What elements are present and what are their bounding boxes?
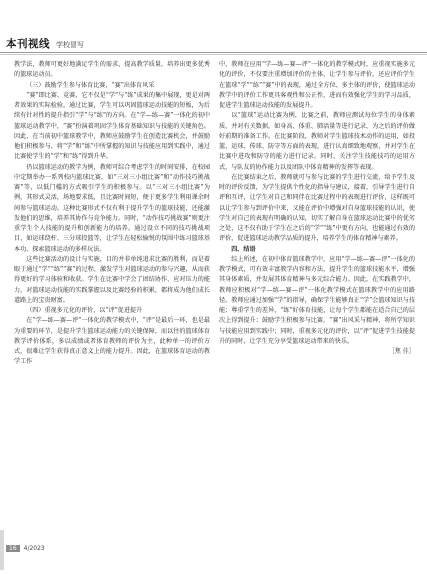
paragraph: 教学法，教师可更好地满足学生的需求，提高教学质量，培养出更多优秀的篮球运动员。 [14, 61, 210, 79]
paragraph: 在“学—练—赛—评”一体化的教学模式中，“评”是最后一环，也是最为重要的环节，是提升学生篮球运动能力的关键保障，而以往的篮球体育教学评价体系，多以成绩或者体育教师的评价为主，此种单一的评价方式，很难让学生获得真正意义上的能力提升。因此，在篮球体育运动的教学工作 [14, 317, 210, 366]
header-divider [0, 52, 427, 53]
paragraph: “赛”即比赛、竞赛，它不仅是“学”与“练”成果的集中展现，更是对两者效果的实际检验。通过比赛，学生可以巩固篮球运动技能的短板，为后续有针对性的提升指引“学”与“练”的方向。在“学—练—赛”一体化的初中篮球运动教学中，“赛”扮演着巩固学生体育基础知识与技能的关键角色。因此，在当前初中篮球教学中，教师应鼓励学生在创造比赛机会，并鼓励他们积极参与，将“学”和“练”中所掌握的知识与技能应用到实践中，通过比赛使学生的“学”和“练”得到升华。 [14, 91, 210, 161]
author-credit: ［焦 佳］ [388, 348, 415, 355]
paragraph: 这些比赛活动的设计与实施，目的并非单纯追求比赛的胜利，而是着眼于通过“学”“练”“赛”的过程，激发学生对篮球运动的参与兴趣，从而获得更好的学习体验和收获。学生在比赛中学会了团结协作、应对压力的能力，对篮球运动技能的实践掌握以及比赛经验的积累，都将成为他们成长道路上的宝贵财富。 [14, 255, 210, 304]
page-header [6, 36, 84, 51]
issue-number: 4/2023 [23, 545, 45, 552]
section-heading: 四、结语 [231, 245, 256, 253]
article-right-column [219, 60, 415, 357]
page-number: 16 [6, 545, 20, 552]
paragraph: 在比赛结束之后，教师就可与参与比赛的学生进行交流，给予学生及时的评价反馈，为学生提供个性化的指导与建议，接着，引导学生进行自评和互评，让学生对自己和同伴在比赛过程中的表现进行评价，这样既可以让学生参与到评价中来，又能在评价中增强对自身篮球技能的认识，使学生对自己的表现有明确的认知，切实了解自身在篮球运动比赛中的优劣之处，这不仅有助于学生在之后的“学”“练”中更有方向，也能通过有效的评价，促进篮球运动教学品质的提升，培养学生的体育精神与素养。 [219, 173, 415, 243]
article-left-column [14, 60, 210, 368]
paragraph: 综上所述，在初中体育篮球教学中，应用“学—练—赛—评”一体化的教学模式，可有效丰富教学内容和方法，提升学生的篮球技能水平，增强其身体素质，并发展其体育精神与多元综合能力。因此，在实践教学中，教师应积极对“学—练—赛—评”一体化教学模式在篮球教学中的应用路径。教师应通过加强“学”的指导，确保学生能够真正“学”会篮球知识与技能；尊重学生的差异，“练”好体育技能，让每个学生都能在适合自己的层次上得到提升；鼓励学生积极参与比赛，“赛”出风采与精神，将所学知识与技能应用到实践中；同时，重视多元化的评价，以“评”促进学生技能提升的同时，让学生充分享受篮球运动带来的快乐。 [219, 255, 415, 345]
paragraph: 以“篮球”运动比赛为例，比赛之前，教师应测试每位学生的身体素质，并对有关数据，如身高、体重、肺活量等进行记录，为之后的评价做好前期的准备工作。在比赛阶段，教师对学生篮球技术动作的运用，如投篮、运球、传球、防守等方面的表现，进行认真细致地观察，并对学生在比赛中进攻和防守的能力进行记录。同时，关注学生技能技巧的运用方式，与队友的协作能力以及团队中体育精神的发挥等表现。 [219, 112, 415, 171]
column-title: 本刊视线 [6, 38, 50, 50]
column-subtitle: 学校冒写 [56, 41, 84, 49]
subsection-heading: （三）鼓励学生参与体育比赛，“赛”出体育风采 [26, 81, 155, 89]
header-divider-secondary [0, 54, 427, 55]
paragraph: 中，教师在应用“学—练—赛—评”一体化的教学模式时，应重视实施多元化的评价，不仅要注重增加评价的主体，让学生参与评价，还应评价学生在篮球“学”“练”“赛”中的表现，通过全方位、多主体的评价，使篮球运动教学中的评价工作更具客观性和公正性，进而有效强化学生的学习品质，促进学生篮球运动技能的发展提升。 [219, 61, 415, 109]
page-footer [6, 545, 45, 552]
paragraph: 仍以篮球运动的教学为例，教师可综合考虑学生的时间安排，在校园中定期举办一系列校内篮球比赛，如“三对三小组比赛”和“动作技巧挑战赛”等，以低门槛的方式吸引学生的积极参与。以“三对三小组比赛”为例，其形式灵活，场地要求低，且比赛时间短，便于更多学生利用课余时间参与篮球运动。这种比赛形式不仅有利于提升学生的篮球技能，还能激发他们的思维，培养其协作与竞争能力。同时，“动作技巧挑战赛”则更注重学生个人技能的提升和创新能力的培养。通过设立不同的技巧挑战项目，如运球绕杆、三分球投篮等，让学生在轻松愉悦的氛围中练习篮球基本功，探索篮球运动的多样玩法。 [14, 163, 210, 253]
page-edge-tab [0, 530, 4, 570]
subsection-heading: （四）重视多元化的评价，以“评”促进提升 [26, 307, 143, 314]
